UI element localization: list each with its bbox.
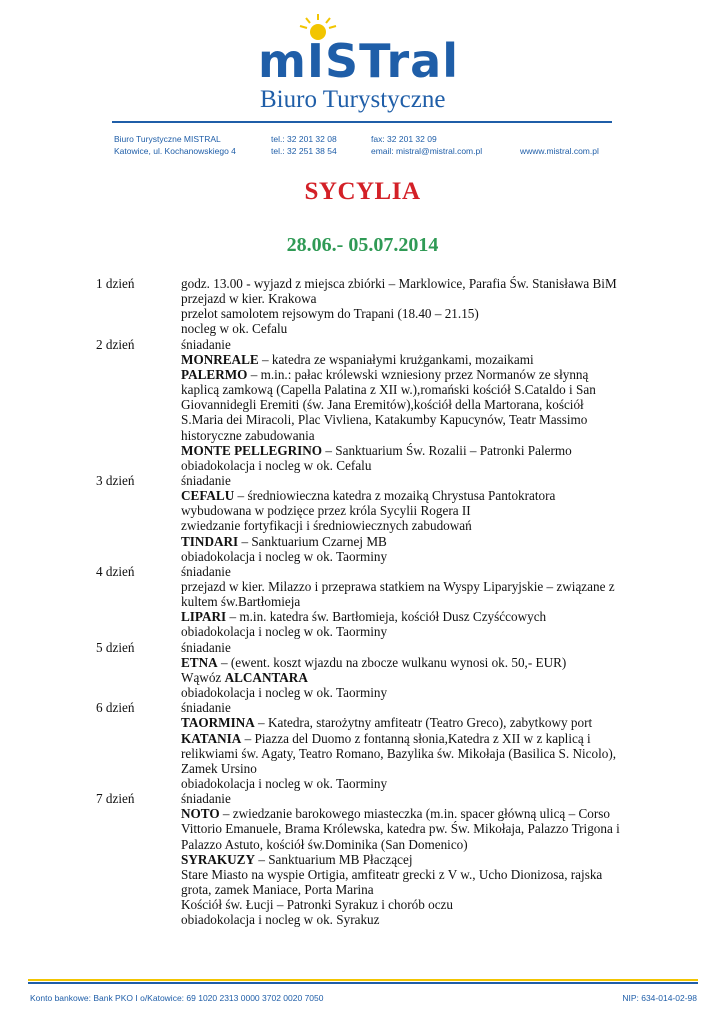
- itinerary-line: historyczne zabudowania: [181, 427, 315, 443]
- place-description: – m.in.: pałac królewski wzniesiony przez Normanów ze słynną: [247, 366, 589, 382]
- place-name: NOTO: [181, 806, 220, 822]
- company-address: Katowice, ul. Kochanowskiego 4: [114, 146, 236, 156]
- place-name: ALCANTARA: [224, 669, 308, 685]
- logo-wordmark: mISTral: [258, 34, 459, 88]
- itinerary-line: śniadanie: [181, 700, 231, 716]
- trip-dates: 28.06.- 05.07.2014: [286, 234, 439, 256]
- day-label: 7 dzień: [96, 791, 135, 807]
- place-description: – Katedra, starożytny amfiteatr (Teatro Greco), zabytkowy port: [254, 715, 593, 731]
- phone-info: [271, 133, 337, 157]
- nip-number: NIP: 634-014-02-98: [622, 993, 697, 1003]
- bank-account: Konto bankowe: Bank PKO I o/Katowice: 69 1020 2313 0000 3702 0020 7050: [30, 993, 324, 1003]
- itinerary-line: Giovannidegli Eremiti (św. Jana Eremitów),kościół della Martorana, kościół: [181, 397, 584, 413]
- website-link[interactable]: wwww.mistral.com.pl: [520, 146, 599, 156]
- place-description: – katedra ze wspaniałymi krużgankami, mozaikami: [258, 351, 534, 367]
- day-label: 4 dzień: [96, 563, 135, 579]
- itinerary-line: obiadokolacja i nocleg w ok. Syrakuz: [181, 912, 380, 928]
- itinerary-line: śniadanie: [181, 791, 231, 807]
- place-name: ETNA: [181, 654, 218, 670]
- itinerary-line: śniadanie: [181, 336, 231, 352]
- page-title: SYCYLIA: [304, 178, 421, 205]
- itinerary-line: obiadokolacja i nocleg w ok. Cefalu: [181, 457, 372, 473]
- itinerary-line: wybudowana w podzięce przez króla Sycylii Rogera II: [181, 503, 471, 519]
- place-name: KATANIA: [181, 730, 242, 746]
- header-divider: [112, 121, 612, 123]
- itinerary-line: obiadokolacja i nocleg w ok. Taorminy: [181, 624, 388, 640]
- place-name: SYRAKUZY: [181, 851, 256, 867]
- mistral-logo: [258, 12, 478, 112]
- itinerary-line: [181, 488, 555, 503]
- itinerary-line: obiadokolacja i nocleg w ok. Taorminy: [181, 685, 388, 701]
- footer-divider-blue: [28, 982, 698, 984]
- itinerary-line: grota, zamek Maniace, Porta Marina: [181, 882, 374, 897]
- day-label: 6 dzień: [96, 700, 135, 716]
- logo-subtitle: Biuro Turystyczne: [260, 86, 446, 113]
- itinerary-line: kultem św.Bartłomieja: [181, 594, 301, 610]
- itinerary-line: [181, 609, 546, 624]
- company-info: [114, 133, 236, 157]
- itinerary-line: [181, 655, 566, 670]
- place-name: LIPARI: [181, 609, 227, 625]
- itinerary-line: [181, 715, 592, 730]
- itinerary-line: S.Maria dei Miracoli, Plac Vivliena, Katakumby Kapucynów, Teatr Massimo: [181, 412, 588, 428]
- day-label: 3 dzień: [96, 472, 135, 488]
- place-name: PALERMO: [181, 366, 248, 382]
- place-description: – Sanktuarium MB Płaczącej: [255, 851, 413, 867]
- itinerary-line: Stare Miasto na wyspie Ortigia, amfiteatr grecki z V w., Ucho Dionizosa, rajska: [181, 866, 603, 882]
- place-description: – zwiedzanie barokowego miasteczka (m.in. spacer główną ulicą – Corso: [219, 806, 610, 822]
- day-label: 2 dzień: [96, 336, 135, 352]
- itinerary-line: Zamek Ursino: [181, 760, 257, 776]
- place-description: – średniowieczna katedra z mozaiką Chrystusa Pantokratora: [234, 488, 556, 504]
- footer-divider-yellow: [28, 979, 698, 981]
- day-label: 5 dzień: [96, 639, 135, 655]
- itinerary-line: godz. 13.00 - wyjazd z miejsca zbiórki – Marklowice, Parafia Św. Stanisława BiM: [181, 276, 617, 291]
- phone-2: tel.: 32 251 38 54: [271, 146, 337, 156]
- itinerary-line: przejazd w kier. Milazzo i przeprawa statkiem na Wyspy Liparyjskie – związane z: [181, 579, 615, 594]
- email-link[interactable]: email: mistral@mistral.com.pl: [371, 146, 483, 156]
- place-name: TAORMINA: [181, 715, 255, 731]
- itinerary-line: obiadokolacja i nocleg w ok. Taorminy: [181, 548, 388, 564]
- place-name: TINDARI: [181, 533, 239, 549]
- itinerary-line: obiadokolacja i nocleg w ok. Taorminy: [181, 775, 388, 791]
- day-label: 1 dzień: [96, 276, 135, 291]
- place-name: MONREALE: [181, 351, 259, 367]
- itinerary-line: przejazd w kier. Krakowa: [181, 291, 317, 307]
- place-description: – m.in. katedra św. Bartłomieja, kościół Dusz Czyśćcowych: [226, 609, 547, 625]
- place-name: MONTE PELLEGRINO: [181, 442, 323, 458]
- itinerary-line: Palazzo Astuto, kościół św.Dominika (San Domenico): [181, 836, 468, 852]
- place-description: – Sanktuarium Św. Rozalii – Patronki Palermo: [322, 442, 572, 458]
- company-name: Biuro Turystyczne MISTRAL: [114, 134, 221, 144]
- itinerary-line: [181, 534, 387, 549]
- itinerary-line: [181, 852, 413, 867]
- itinerary-line: śniadanie: [181, 563, 231, 579]
- itinerary-line: [181, 670, 308, 685]
- place-description: – Sanktuarium Czarnej MB: [238, 533, 387, 549]
- itinerary-line: [181, 806, 610, 821]
- itinerary-line: śniadanie: [181, 472, 231, 488]
- itinerary-line: przelot samolotem rejsowym do Trapani (18.40 – 21.15): [181, 306, 479, 322]
- place-name: CEFALU: [181, 488, 235, 504]
- itinerary-line: nocleg w ok. Cefalu: [181, 321, 288, 337]
- itinerary-line: Vittorio Emanuele, Brama Królewska, katedra pw. Św. Mikołaja, Palazzo Trigona i: [181, 821, 620, 837]
- fax: fax: 32 201 32 09: [371, 134, 437, 144]
- itinerary-line: Kościół św. Łucji – Patronki Syrakuz i chorób oczu: [181, 897, 453, 913]
- phone-1: tel.: 32 201 32 08: [271, 134, 337, 144]
- itinerary-line: [181, 443, 572, 458]
- line-prefix: Wąwóz: [181, 669, 225, 685]
- itinerary-line: [181, 352, 534, 367]
- itinerary-line: [181, 367, 588, 382]
- place-description: – Piazza del Duomo z fontanną słonia,Katedra z XII w z kaplicą i: [241, 730, 591, 746]
- itinerary-line: zwiedzanie fortyfikacji i średniowiecznych zabudowań: [181, 518, 472, 534]
- itinerary-line: [181, 731, 591, 746]
- itinerary-line: śniadanie: [181, 639, 231, 655]
- itinerary-line: kaplicą zamkową (Capella Palatina z XII w.),romański kościół S.Cataldo i San: [181, 382, 596, 398]
- itinerary-line: relikwiami św. Agaty, Teatro Romano, Bazylika św. Mikołaja (Basilica S. Nicolo),: [181, 745, 617, 761]
- fax-email-info: [371, 133, 482, 157]
- place-description: – (ewent. koszt wjazdu na zbocze wulkanu wynosi ok. 50,- EUR): [217, 654, 567, 670]
